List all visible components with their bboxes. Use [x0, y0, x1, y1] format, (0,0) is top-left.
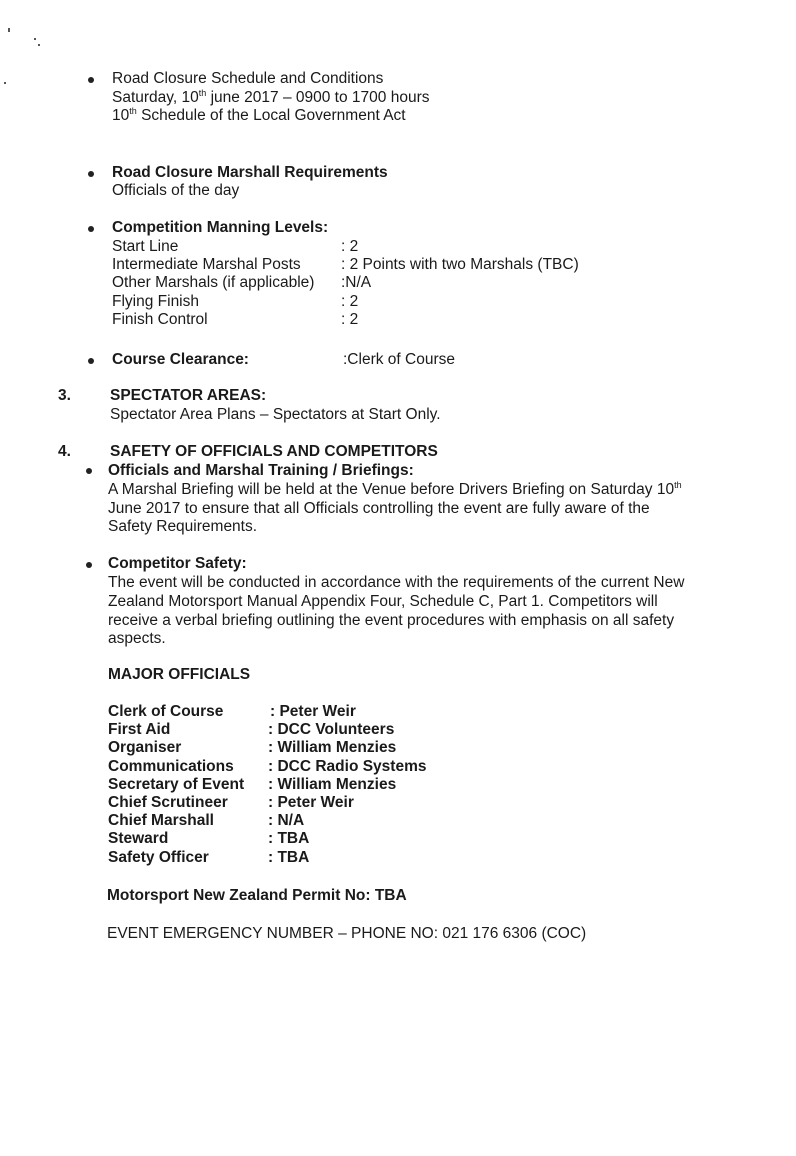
- official-value: : William Menzies: [268, 776, 397, 793]
- official-value: : Peter Weir: [268, 794, 354, 811]
- official-value: : Peter Weir: [270, 703, 356, 720]
- manning-title: Competition Manning Levels:: [112, 219, 329, 236]
- bullet-icon: [88, 77, 94, 83]
- training-text: Safety Requirements.: [108, 518, 258, 535]
- official-label: First Aid: [108, 721, 171, 738]
- official-label: Organiser: [108, 739, 182, 756]
- official-label: Chief Marshall: [108, 812, 214, 829]
- scan-speck: [4, 82, 6, 84]
- bullet-icon: [88, 226, 94, 232]
- marshall-req-text: Officials of the day: [112, 182, 240, 199]
- official-value: : William Menzies: [268, 739, 397, 756]
- manning-value: : 2: [341, 311, 359, 328]
- clearance-title: Course Clearance:: [112, 351, 249, 368]
- official-value: : DCC Radio Systems: [268, 758, 427, 775]
- competitor-text: Zealand Motorsport Manual Appendix Four, Schedule C, Part 1. Competitors will: [108, 593, 658, 610]
- bullet-icon: [86, 468, 92, 474]
- bullet-icon: [86, 562, 92, 568]
- scan-speck: [34, 38, 36, 40]
- scan-speck: [38, 44, 40, 46]
- manning-value: : 2 Points with two Marshals (TBC): [341, 256, 579, 273]
- competitor-title: Competitor Safety:: [108, 555, 247, 572]
- official-label: Chief Scrutineer: [108, 794, 228, 811]
- training-title: Officials and Marshal Training / Briefings:: [108, 462, 414, 479]
- permit-number: Motorsport New Zealand Permit No: TBA: [107, 887, 407, 904]
- official-label: Secretary of Event: [108, 776, 245, 793]
- manning-row: Intermediate Marshal Posts: [112, 256, 301, 273]
- officials-title: MAJOR OFFICIALS: [108, 666, 251, 683]
- section-number: 3.: [58, 387, 71, 404]
- official-label: Steward: [108, 830, 169, 847]
- official-value: : TBA: [268, 849, 310, 866]
- emergency-number: EVENT EMERGENCY NUMBER – PHONE NO: 021 176 6306 (COC): [107, 925, 587, 942]
- clearance-value: :Clerk of Course: [343, 351, 455, 368]
- scan-speck: [8, 28, 10, 32]
- safety-title: SAFETY OF OFFICIALS AND COMPETITORS: [110, 443, 438, 460]
- manning-row: Other Marshals (if applicable): [112, 274, 315, 291]
- marshall-req-title: Road Closure Marshall Requirements: [112, 164, 388, 181]
- training-text: A Marshal Briefing will be held at the Venue before Drivers Briefing on Saturday 10th: [108, 479, 682, 498]
- competitor-text: receive a verbal briefing outlining the event procedures with emphasis on all safety: [108, 612, 675, 629]
- spectator-title: SPECTATOR AREAS:: [110, 387, 267, 404]
- official-label: Safety Officer: [108, 849, 209, 866]
- competitor-text: The event will be conducted in accordance with the requirements of the current New: [108, 574, 685, 591]
- road-closure-date: Saturday, 10th june 2017 – 0900 to 1700 hours: [112, 87, 430, 106]
- official-value: : TBA: [268, 830, 310, 847]
- manning-value: : 2: [341, 293, 359, 310]
- official-value: : DCC Volunteers: [268, 721, 395, 738]
- spectator-text: Spectator Area Plans – Spectators at Start Only.: [110, 406, 441, 423]
- manning-value: :N/A: [341, 274, 372, 291]
- bullet-icon: [88, 171, 94, 177]
- manning-row: Flying Finish: [112, 293, 199, 310]
- official-value: : N/A: [268, 812, 305, 829]
- section-number: 4.: [58, 443, 71, 460]
- official-label: Clerk of Course: [108, 703, 224, 720]
- manning-row: Start Line: [112, 238, 179, 255]
- road-closure-title: Road Closure Schedule and Conditions: [112, 70, 384, 87]
- competitor-text: aspects.: [108, 630, 166, 647]
- manning-row: Finish Control: [112, 311, 208, 328]
- manning-value: : 2: [341, 238, 359, 255]
- road-closure-schedule: 10th Schedule of the Local Government Act: [112, 105, 406, 124]
- bullet-icon: [88, 358, 94, 364]
- official-label: Communications: [108, 758, 234, 775]
- training-text: June 2017 to ensure that all Officials controlling the event are fully aware of the: [108, 500, 650, 517]
